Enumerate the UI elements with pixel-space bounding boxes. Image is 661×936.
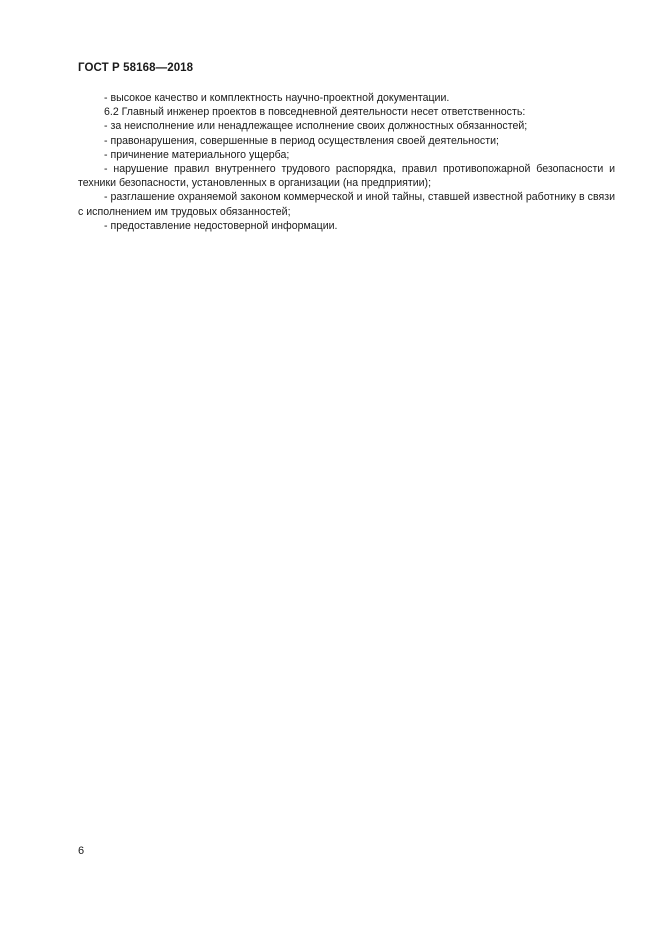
list-item-rules-violation: - нарушение правил внутреннего трудового распорядка, правил противопожарной безопасности и техники безопасности, установленных в организации (на предприятии); — [78, 163, 615, 190]
list-item-offenses: - правонарушения, совершенные в период осуществления своей деятельности; — [104, 134, 499, 147]
paragraph-quality-documentation: - высокое качество и комплектность научно-проектной документации. — [104, 92, 450, 104]
paragraph-section-6-2: 6.2 Главный инженер проектов в повседневной деятельности несет ответственность: — [104, 106, 526, 119]
list-item-material-damage: - причинение материального ущерба; — [104, 148, 290, 161]
list-item-false-information: - предоставление недостоверной информации. — [104, 219, 338, 232]
list-item-secret-disclosure: - разглашение охраняемой законом коммерческой и иной тайны, ставшей известной работнику в связи с исполнением им трудовых обязанностей; — [78, 191, 615, 218]
list-item-duties: - за неисполнение или ненадлежащее исполнение своих должностных обязанностей; — [104, 120, 528, 133]
document-header-code: ГОСТ Р 58168—2018 — [78, 62, 194, 74]
document-body — [78, 91, 615, 233]
page-number: 6 — [78, 845, 85, 857]
